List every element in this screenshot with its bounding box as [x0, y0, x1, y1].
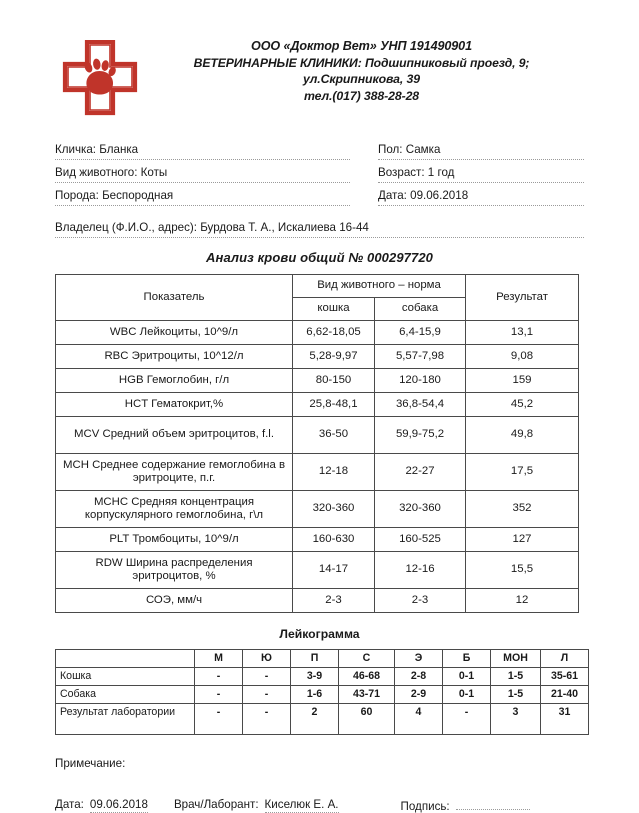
cell-indicator: MCHC Средняя концентрация корпускулярного гемоглобина, г\л — [56, 491, 293, 528]
cell-result: 12 — [466, 589, 579, 613]
leukogram-header-6: Б — [443, 650, 491, 668]
cell-dog-norm: 59,9-75,2 — [375, 417, 466, 454]
cell-result: 13,1 — [466, 321, 579, 345]
cell-result: 49,8 — [466, 417, 579, 454]
clinic-logo — [55, 38, 145, 116]
table-row — [56, 589, 579, 613]
patient-info-left-column — [55, 142, 378, 211]
leukogram-cell: 1-6 — [291, 686, 339, 704]
leukogram-cell: 0-1 — [443, 668, 491, 686]
leukogram-cell: - — [195, 686, 243, 704]
cell-result: 17,5 — [466, 454, 579, 491]
document-header — [55, 0, 584, 130]
cell-result: 352 — [466, 491, 579, 528]
leukogram-header-8: Л — [541, 650, 589, 668]
leukogram-cell: 0-1 — [443, 686, 491, 704]
blood-analysis-table — [55, 274, 579, 613]
leukogram-row — [56, 704, 589, 735]
cell-dog-norm: 120-180 — [375, 369, 466, 393]
leukogram-cell: - — [243, 704, 291, 735]
cell-indicator: MCH Среднее содержание гемоглобина в эритроците, п.г. — [56, 454, 293, 491]
leukogram-table — [55, 649, 589, 735]
cell-cat-norm: 5,28-9,97 — [293, 345, 375, 369]
leukogram-cell: 21-40 — [541, 686, 589, 704]
cell-dog-norm: 160-525 — [375, 528, 466, 552]
footer-date-group — [55, 798, 148, 813]
footer-signature-value[interactable] — [456, 808, 530, 810]
leukogram-cell: 2-8 — [395, 668, 443, 686]
cell-cat-norm: 80-150 — [293, 369, 375, 393]
leukogram-header-1: М — [195, 650, 243, 668]
cell-dog-norm: 22-27 — [375, 454, 466, 491]
cell-cat-norm: 6,62-18,05 — [293, 321, 375, 345]
leukogram-header-4: С — [339, 650, 395, 668]
table-row — [56, 491, 579, 528]
leukogram-cell: 60 — [339, 704, 395, 735]
leukogram-cell: 43-71 — [339, 686, 395, 704]
blood-analysis-body — [56, 321, 579, 613]
page-title: Анализ крови общий № 000297720 — [206, 250, 433, 265]
leukogram-header-7: МОН — [491, 650, 541, 668]
leukogram-cell: - — [243, 668, 291, 686]
field-date[interactable]: Дата: 09.06.2018 — [378, 188, 584, 206]
leukogram-cell: 31 — [541, 704, 589, 735]
table-row — [56, 321, 579, 345]
field-species[interactable]: Вид животного: Коты — [55, 165, 350, 183]
leukogram-row-label: Результат лаборатории — [56, 704, 195, 735]
leukogram-body — [56, 668, 589, 735]
signature-line — [55, 798, 584, 813]
table-row — [56, 417, 579, 454]
header-indicator: Показатель — [56, 275, 293, 321]
cell-dog-norm: 36,8-54,4 — [375, 393, 466, 417]
header-cat: кошка — [293, 298, 375, 321]
cell-cat-norm: 12-18 — [293, 454, 375, 491]
cell-indicator: HGB Гемоглобин, г/л — [56, 369, 293, 393]
table-header-row-1 — [56, 275, 579, 298]
cell-result: 9,08 — [466, 345, 579, 369]
field-owner[interactable]: Владелец (Ф.И.О., адрес): Бурдова Т. А., Искалиева 16-44 — [55, 220, 584, 238]
clinic-name-line: ООО «Доктор Вет» УНП 191490901 — [251, 39, 472, 53]
table-row — [56, 454, 579, 491]
leukogram-cell: 1-5 — [491, 668, 541, 686]
cell-cat-norm: 320-360 — [293, 491, 375, 528]
red-cross-paw-icon — [61, 40, 139, 116]
leukogram-header-blank — [56, 650, 195, 668]
cell-indicator: WBC Лейкоциты, 10^9/л — [56, 321, 293, 345]
leukogram-cell: - — [195, 668, 243, 686]
cell-result: 159 — [466, 369, 579, 393]
leukogram-header-row — [56, 650, 589, 668]
cell-dog-norm: 2-3 — [375, 589, 466, 613]
footer-doctor-group — [174, 798, 339, 813]
cell-result: 45,2 — [466, 393, 579, 417]
table-row — [56, 369, 579, 393]
cell-dog-norm: 5,57-7,98 — [375, 345, 466, 369]
header-result: Результат — [466, 275, 579, 321]
cell-indicator: MCV Средний объем эритроцитов, f.l. — [56, 417, 293, 454]
leukogram-cell: - — [243, 686, 291, 704]
field-sex[interactable]: Пол: Самка — [378, 142, 584, 160]
cell-indicator: RDW Ширина распределения эритроцитов, % — [56, 552, 293, 589]
field-age[interactable]: Возраст: 1 год — [378, 165, 584, 183]
footer-date-value[interactable]: 09.06.2018 — [89, 798, 148, 811]
field-nickname[interactable]: Кличка: Бланка — [55, 142, 350, 160]
field-breed[interactable]: Порода: Беспородная — [55, 188, 350, 206]
table-row — [56, 393, 579, 417]
cell-indicator: PLT Тромбоциты, 10^9/л — [56, 528, 293, 552]
clinic-address-line-1: ВЕТЕРИНАРНЫЕ КЛИНИКИ: Подшипниковый проезд, 9; — [193, 55, 530, 70]
header-dog: собака — [375, 298, 466, 321]
cell-result: 15,5 — [466, 552, 579, 589]
leukogram-cell: 3-9 — [291, 668, 339, 686]
leukogram-title: Лейкограмма — [279, 627, 360, 641]
footer-signature-group — [401, 800, 530, 813]
clinic-phone-line: тел.(017) 388-28-28 — [303, 88, 420, 103]
leukogram-cell: 3 — [491, 704, 541, 735]
leukogram-cell: 2 — [291, 704, 339, 735]
cell-cat-norm: 25,8-48,1 — [293, 393, 375, 417]
leukogram-cell: 4 — [395, 704, 443, 735]
cell-result: 127 — [466, 528, 579, 552]
cell-cat-norm: 36-50 — [293, 417, 375, 454]
leukogram-cell: 35-61 — [541, 668, 589, 686]
leukogram-row — [56, 686, 589, 704]
footer-date-label: Дата: — [55, 798, 84, 811]
leukogram-row-label: Кошка — [56, 668, 195, 686]
footer-signature-label: Подпись: — [400, 800, 450, 813]
leukogram-header-2: Ю — [243, 650, 291, 668]
clinic-details — [145, 38, 584, 104]
cell-dog-norm: 12-16 — [375, 552, 466, 589]
table-row — [56, 528, 579, 552]
cell-cat-norm: 160-630 — [293, 528, 375, 552]
patient-info-section — [55, 142, 584, 211]
table-row — [56, 552, 579, 589]
clinic-address-line-2: ул.Скрипникова, 39 — [302, 72, 421, 86]
header-norm-group: Вид животного – норма — [293, 275, 466, 298]
leukogram-cell: - — [195, 704, 243, 735]
cell-dog-norm: 320-360 — [375, 491, 466, 528]
table-row — [56, 345, 579, 369]
note-label: Примечание: — [55, 757, 126, 770]
leukogram-header-3: П — [291, 650, 339, 668]
leukogram-header-5: Э — [395, 650, 443, 668]
cell-indicator: СОЭ, мм/ч — [56, 589, 293, 613]
leukogram-cell: 1-5 — [491, 686, 541, 704]
patient-info-right-column — [378, 142, 584, 211]
cell-indicator: RBC Эритроциты, 10^12/л — [56, 345, 293, 369]
footer-doctor-label: Врач/Лаборант: — [173, 798, 259, 811]
leukogram-row — [56, 668, 589, 686]
leukogram-cell: 46-68 — [339, 668, 395, 686]
leukogram-cell: - — [443, 704, 491, 735]
cell-indicator: HCT Гематокрит,% — [56, 393, 293, 417]
footer-doctor-value[interactable]: Киселюк Е. А. — [264, 798, 339, 811]
cell-cat-norm: 14-17 — [293, 552, 375, 589]
cell-dog-norm: 6,4-15,9 — [375, 321, 466, 345]
leukogram-row-label: Собака — [56, 686, 195, 704]
leukogram-cell: 2-9 — [395, 686, 443, 704]
cell-cat-norm: 2-3 — [293, 589, 375, 613]
